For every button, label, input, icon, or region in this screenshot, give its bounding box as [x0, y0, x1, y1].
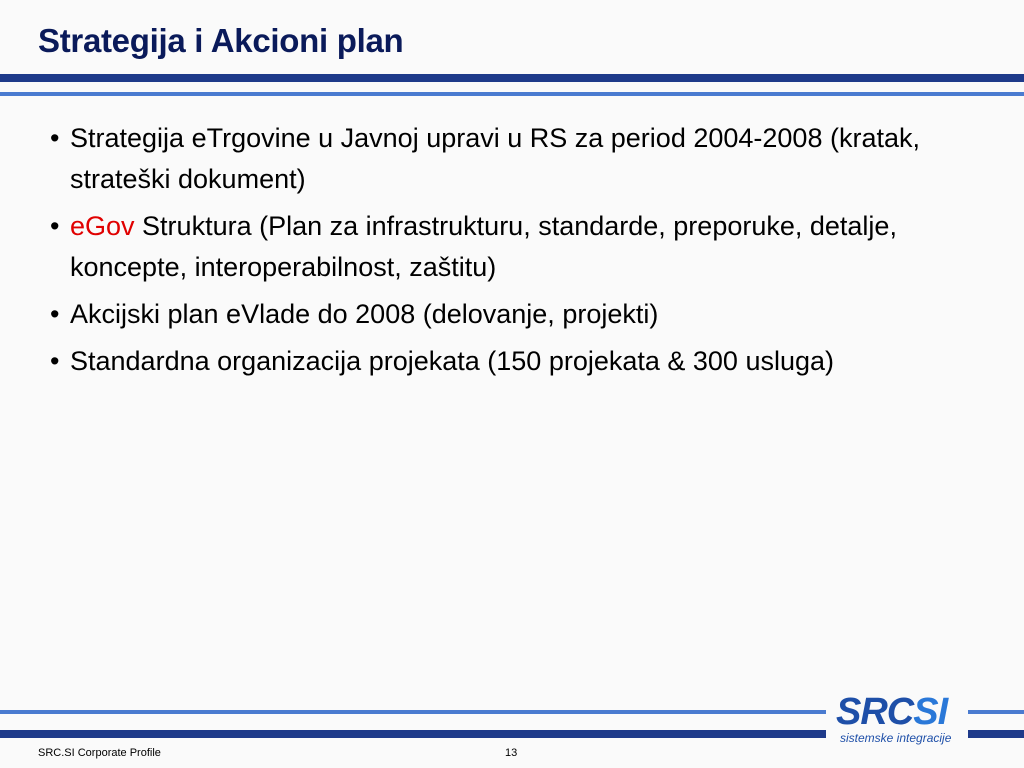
logo-mark	[836, 691, 964, 733]
bullet-item-4	[50, 341, 970, 382]
bullet-text: Struktura (Plan za infrastrukturu, standarde, preporuke, detalje, koncepte, interoperabilnost, zaštitu)	[70, 211, 897, 282]
bullet-glyph: •	[50, 123, 60, 153]
bullet-glyph: •	[50, 211, 60, 241]
bullet-text: Strategija eTrgovine u Javnoj upravi u RS za period 2004-2008 (kratak, strateški dokument)	[70, 123, 920, 194]
bullet-list	[50, 118, 970, 388]
page-number: 13	[505, 747, 518, 759]
footer-rule-thin	[0, 710, 826, 714]
logo-tagline: sistemske integracije	[840, 731, 952, 745]
bullet-text: Standardna organizacija projekata (150 projekata & 300 usluga)	[70, 346, 835, 376]
header-rule-thin	[0, 92, 1024, 96]
slide-title: Strategija i Akcioni plan	[38, 22, 404, 59]
footer-rule-right-thick	[968, 730, 1024, 738]
logo-mark-si: SI	[913, 691, 948, 733]
header-rule-thick	[0, 74, 1024, 82]
footer-rule-right-thin	[968, 710, 1024, 714]
bullet-glyph: •	[50, 346, 60, 376]
footer-label: SRC.SI Corporate Profile	[38, 747, 161, 759]
bullet-text: Akcijski plan eVlade do 2008 (delovanje, projekti)	[70, 299, 659, 329]
footer-rule-thick	[0, 730, 826, 738]
bullet-item-3	[50, 294, 970, 335]
logo-mark-src: SRC	[836, 691, 914, 733]
bullet-item-1	[50, 118, 970, 200]
bullet-accent: eGov	[70, 211, 135, 241]
bullet-glyph: •	[50, 299, 60, 329]
bullet-item-2	[50, 206, 970, 288]
srcsi-logo	[836, 691, 964, 746]
